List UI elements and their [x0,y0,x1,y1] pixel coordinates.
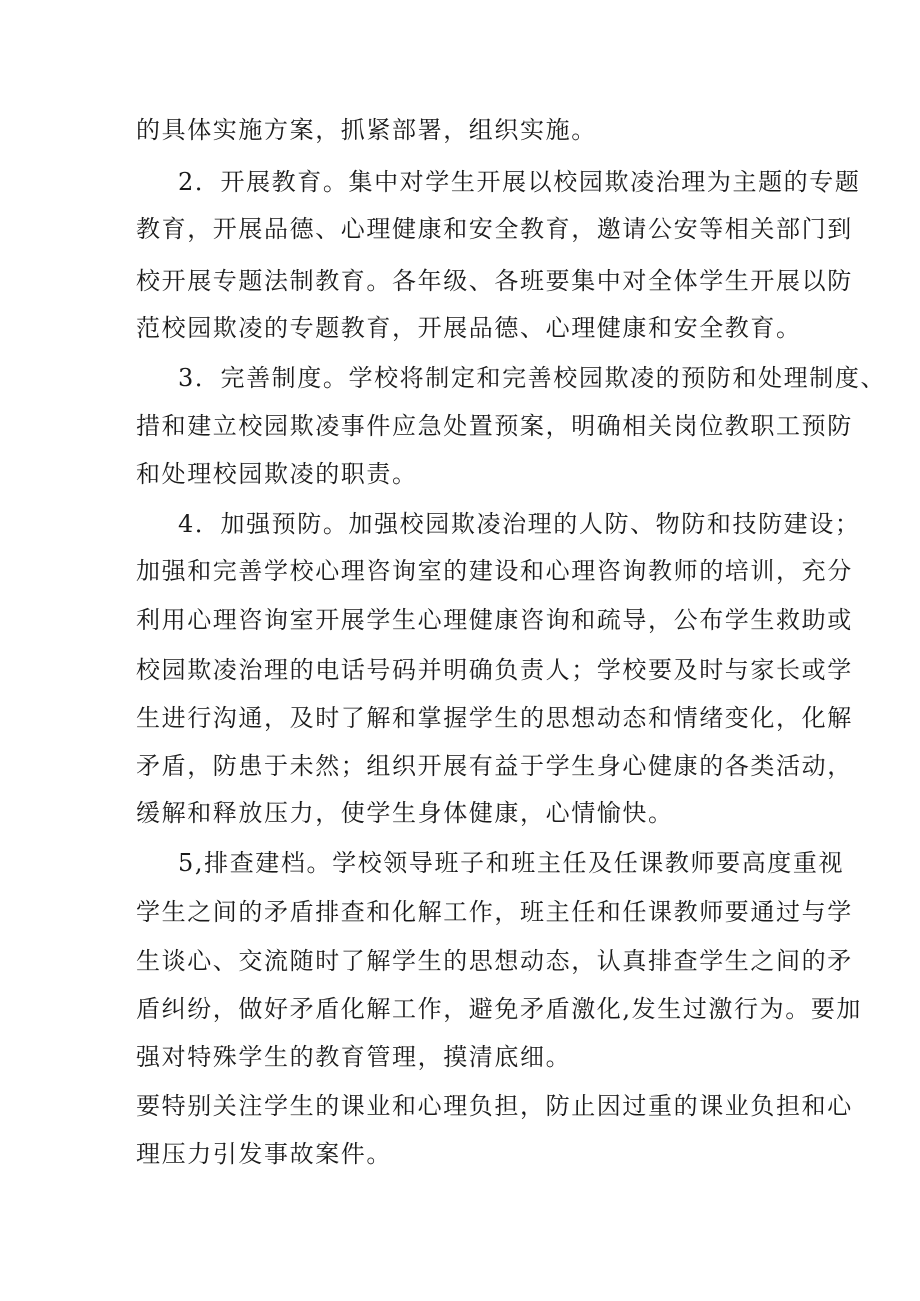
text-line: 利用心理咨询室开展学生心理健康咨询和疏导，公布学生救助或 [136,606,853,634]
text-line: 4．加强预防。加强校园欺凌治理的人防、物防和技防建设； [178,510,861,538]
text-line: 强对特殊学生的教育管理，摸清底细。 [136,1043,572,1071]
text-line: 的具体实施方案，抓紧部署，组织实施。 [136,116,597,144]
text-line: 措和建立校园欺凌事件应急处置预案，明确相关岗位教职工预防 [136,412,853,440]
text-line: 理压力引发事故案件。 [136,1140,392,1168]
text-line: 范校园欺凌的专题教育，开展品德、心理健康和安全教育。 [136,314,802,342]
text-line: 学生之间的矛盾排查和化解工作，班主任和任课教师要通过与学 [136,898,853,926]
text-line: 校园欺凌治理的电话号码并明确负责人；学校要及时与家长或学 [136,656,853,684]
text-line: 要特别关注学生的课业和心理负担，防止因过重的课业负担和心 [136,1092,853,1120]
text-line: 生进行沟通，及时了解和掌握学生的思想动态和情绪变化，化解 [136,704,853,732]
text-line: 教育，开展品德、心理健康和安全教育，邀请公安等相关部门到 [136,215,853,243]
text-line: 5,排查建档。学校领导班子和班主任及任课教师要高度重视 [178,849,845,877]
text-line: 矛盾，防患于未然；组织开展有益于学生身心健康的各类活动， [136,752,853,780]
text-line: 加强和完善学校心理咨询室的建设和心理咨询教师的培训，充分 [136,557,853,585]
text-line: 2．开展教育。集中对学生开展以校园欺凌治理为主题的专题 [178,168,861,196]
text-line: 盾纠纷，做好矛盾化解工作，避免矛盾激化,发生过激行为。要加 [136,995,863,1023]
text-line: 校开展专题法制教育。各年级、各班要集中对全体学生开展以防 [136,267,853,295]
text-line: 生谈心、交流随时了解学生的思想动态，认真排查学生之间的矛 [136,947,853,975]
text-line: 3．完善制度。学校将制定和完善校园欺凌的预防和处理制度、 [178,364,887,392]
text-line: 缓解和释放压力，使学生身体健康，心情愉快。 [136,799,674,827]
text-line: 和处理校园欺凌的职责。 [136,460,418,488]
